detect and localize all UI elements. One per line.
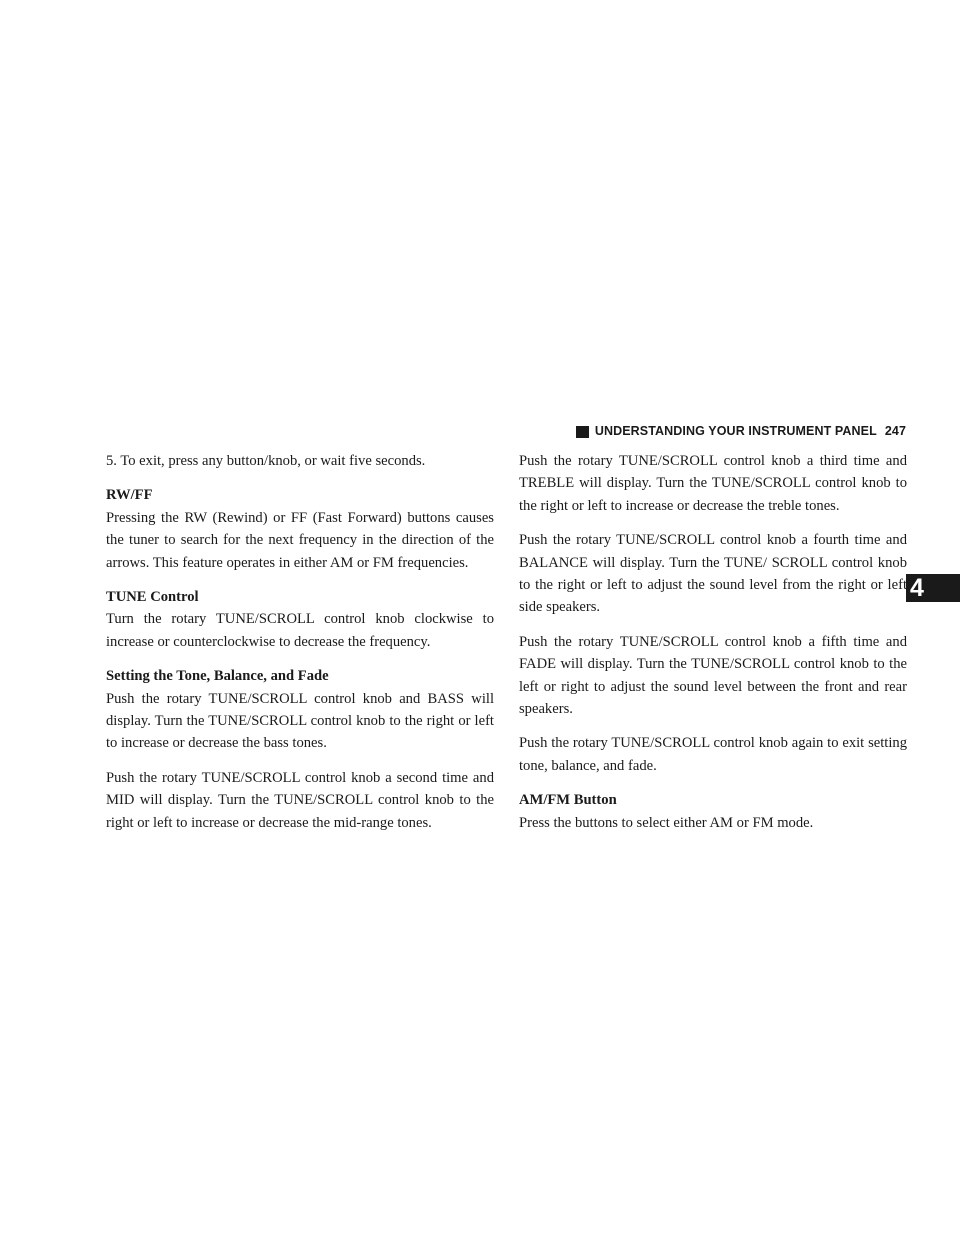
balance-paragraph: Push the rotary TUNE/SCROLL control knob a fourth time and BALANCE will display. Turn the TUNE/ SCROLL control knob to the right or left to adjust the sound level from the right or left side speakers. (519, 532, 907, 616)
rwff-heading: RW/FF (106, 487, 153, 504)
running-header (589, 422, 906, 440)
fade-paragraph: Push the rotary TUNE/SCROLL control knob a fifth time and FADE will display. Turn the TUNE/SCROLL control knob to the left or right to adjust the sound level between the front and rear speakers. (519, 633, 907, 718)
amfm-body: Press the buttons to select either AM or FM mode. (519, 814, 814, 831)
treble-paragraph: Push the rotary TUNE/SCROLL control knob a third time and TREBLE will display. Turn the TUNE/SCROLL control knob to the right or left to increase or decrease the treble tones. (519, 453, 907, 514)
tune-body: Turn the rotary TUNE/SCROLL control knob clockwise to increase or counterclockwise to decrease the frequency. (106, 611, 494, 650)
section-rwff (106, 484, 494, 574)
rwff-body: Pressing the RW (Rewind) or FF (Fast Forward) buttons causes the tuner to search for the next frequency in the direction of the arrows. This feature operates in either AM or FM frequencies. (106, 509, 494, 571)
section-amfm-button (519, 789, 907, 834)
tone-heading: Setting the Tone, Balance, and Fade (106, 668, 329, 685)
header-title: UNDERSTANDING YOUR INSTRUMENT PANEL (594, 424, 877, 438)
tune-heading: TUNE Control (106, 589, 199, 606)
exit-paragraph: Push the rotary TUNE/SCROLL control knob again to exit setting tone, balance, and fade. (519, 735, 907, 774)
page-number: 247 (884, 424, 906, 438)
chapter-tab: 4 (906, 574, 960, 602)
right-column (519, 450, 907, 846)
section-tune-control (106, 586, 494, 653)
left-column (106, 450, 494, 846)
section-tone-balance-fade (106, 665, 494, 755)
amfm-heading: AM/FM Button (519, 792, 617, 809)
step-5-text: 5. To exit, press any button/knob, or wait five seconds. (106, 453, 426, 469)
tone-body: Push the rotary TUNE/SCROLL control knob and BASS will display. Turn the TUNE/SCROLL control knob to the right or left to increase or decrease the bass tones. (106, 690, 494, 752)
mid-paragraph: Push the rotary TUNE/SCROLL control knob a second time and MID will display. Turn the TUNE/SCROLL control knob to the right or left to increase or decrease the mid-range tones. (106, 769, 494, 831)
